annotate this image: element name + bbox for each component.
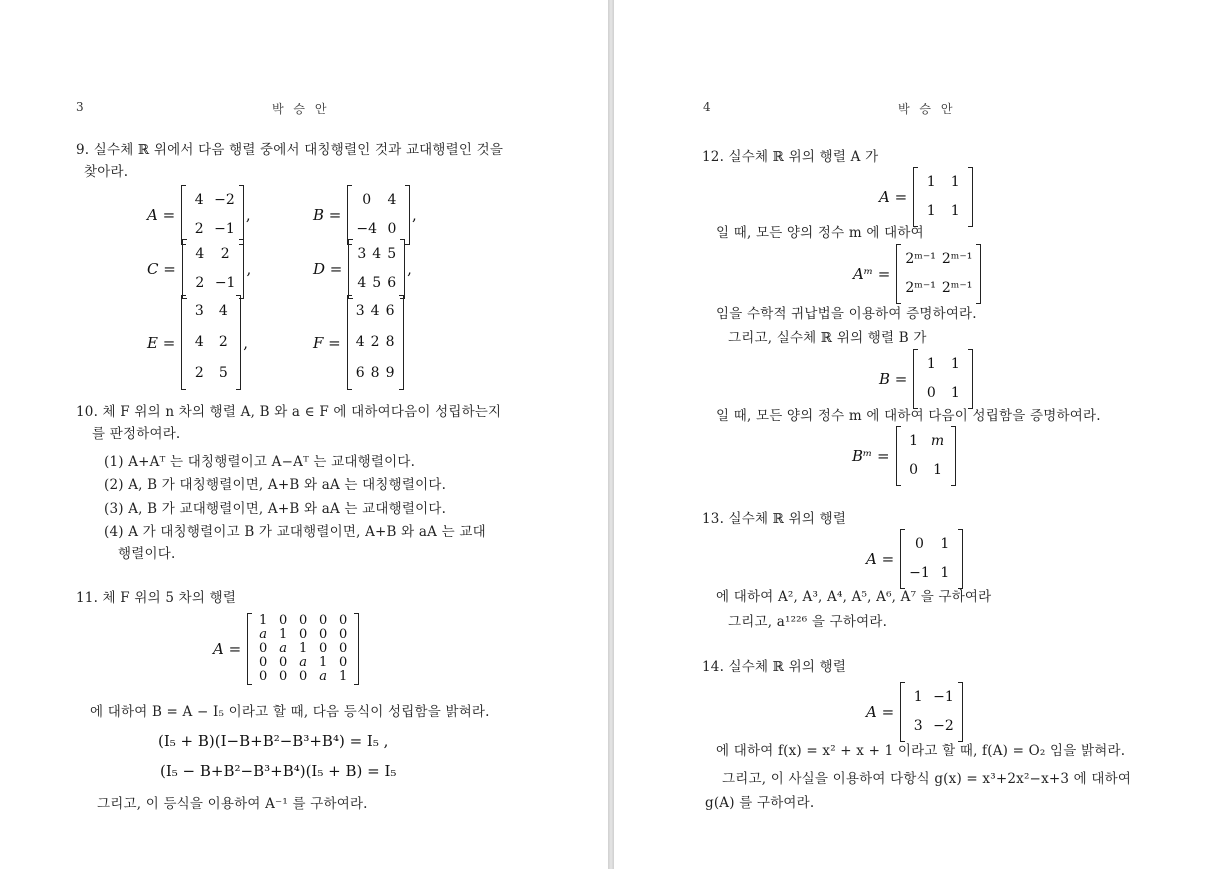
matrix-entry: 1 [259,613,268,628]
matrix-entry: 1 [319,655,328,670]
matrix-label: E = [147,333,176,352]
matrix-entry: 4 [370,303,380,319]
matrix-equation [879,168,973,226]
matrix-separator: , [246,260,252,278]
running-header-author: 박 승 안 [272,102,330,116]
matrix-entry: 4 [357,275,367,291]
matrix-equation [853,245,981,303]
matrix-label: B = [879,370,908,388]
matrix-equation [313,296,404,389]
matrix-entry: 4 [355,334,365,350]
matrix-entry: 2ᵐ⁻¹ [941,251,973,267]
problem-11-text: 11. 체 F 위의 5 차의 행렬 [76,590,237,606]
matrix-entry: 0 [926,385,936,401]
matrix-entry: 1 [299,641,308,656]
problem-10-text: 10. 체 F 위의 n 차의 행렬 A, B 와 a ∈ F 에 대하여다음이 성립하는지 [76,404,502,420]
problem-10-item-4-cont: 행렬이다. [118,546,176,562]
page-number: 3 [76,100,84,114]
matrix-label: A = [147,206,176,224]
matrix-separator: , [407,260,412,278]
matrix-equation [313,240,412,298]
problem-12-text-2: 일 때, 모든 양의 정수 m 에 대하여 [716,225,924,241]
matrix-brackets [247,614,359,684]
matrix-entry: 6 [387,275,397,291]
matrix-label: Bᵐ = [852,447,890,465]
matrix-entry: 0 [259,641,268,656]
matrix-separator: , [243,333,249,352]
matrix-entry: 0 [299,669,308,684]
matrix-brackets [896,245,981,303]
matrix-entry: 1 [339,669,348,684]
problem-14-text-2: 에 대하여 f(x) = x² + x + 1 이라고 할 때, f(A) = O₂ 임을 밝혀라. [716,743,1126,759]
matrix-entry: 0 [279,669,288,684]
problem-10-item-4: (4) A 가 대칭행렬이고 B 가 교대행렬이면, A+B 와 aA 는 교대 [104,524,486,540]
problem-13-text-3: 그리고, a¹²²⁶ 을 구하여라. [728,614,888,630]
problem-12-text-5: 일 때, 모든 양의 정수 m 에 대하여 다음이 성립함을 증명하여라. [716,408,1101,424]
problem-12-text: 12. 실수체 ℝ 위의 행렬 A 가 [702,149,879,165]
matrix-equation [866,683,963,741]
matrix-equation [147,186,251,244]
matrix-entry: 9 [385,365,395,381]
matrix-label: A = [866,703,895,721]
problem-9-text-cont: 찾아라. [84,164,129,180]
matrix-equation [866,530,963,588]
problem-10-item-1: (1) A+Aᵀ 는 대칭행렬이고 A−Aᵀ 는 교대행렬이다. [104,454,416,470]
matrix-entry: a [319,669,328,684]
problem-11-text-cont: 에 대하여 B = A − I₅ 이라고 할 때, 다음 등식이 성립함을 밝혀라. [90,704,490,720]
matrix-entry: 6 [385,303,395,319]
matrix-entry: −1 [214,221,235,237]
matrix-entry: 4 [195,246,205,262]
problem-13-text: 13. 실수체 ℝ 위의 행렬 [702,511,847,527]
matrix-brackets [913,350,973,408]
matrix-entry: a [259,627,268,642]
matrix-entry: −1 [909,565,930,581]
matrix-brackets [347,186,410,244]
matrix-label: A = [879,188,908,206]
matrix-entry: 0 [319,613,328,628]
matrix-entry: 8 [385,334,395,350]
matrix-entry: 0 [259,655,268,670]
running-header-author: 박 승 안 [898,102,956,116]
matrix-entry: 0 [362,192,372,208]
matrix-entry: −2 [214,192,235,208]
identity-equation-1: (I₅ + B)(I−B+B²−B³+B⁴) = I₅ , [158,732,389,750]
problem-12-text-3: 임을 수학적 귀납법을 이용하여 증명하여라. [716,306,977,322]
matrix-brackets [182,240,245,298]
matrix-brackets [348,240,405,298]
matrix-entry: 1 [950,385,960,401]
matrix-entry: 0 [339,627,348,642]
matrix-brackets [181,186,244,244]
right-page [614,0,1225,869]
problem-10-item-2: (2) A, B 가 대칭행렬이면, A+B 와 aA 는 대칭행렬이다. [104,477,447,493]
matrix-separator: , [245,206,251,224]
matrix-entry: 1 [926,203,936,219]
matrix-entry: 0 [339,641,348,656]
problem-14-text: 14. 실수체 ℝ 위의 행렬 [702,659,847,675]
matrix-label: A = [213,640,242,658]
matrix-entry: 2 [194,365,204,381]
matrix-entry: 0 [387,221,397,237]
matrix-entry: 3 [355,303,365,319]
matrix-entry: 5 [218,365,228,381]
matrix-equation [147,240,251,298]
problem-10-item-3: (3) A, B 가 교대행렬이면, A+B 와 aA 는 교대행렬이다. [104,501,447,517]
identity-equation-2: (I₅ − B+B²−B³+B⁴)(I₅ + B) = I₅ [160,762,397,780]
matrix-entry: 3 [194,303,204,319]
matrix-label: Aᵐ = [853,265,891,283]
problem-11-text-final: 그리고, 이 등식을 이용하여 A⁻¹ 를 구하여라. [97,796,368,812]
matrix-entry: 0 [299,613,308,628]
problem-14-text-3: 그리고, 이 사실을 이용하여 다항식 g(x) = x³+2x²−x+3 에 대하여 [722,771,1132,787]
matrix-entry: 2ᵐ⁻¹ [905,251,936,267]
matrix-entry: 1 [950,174,960,190]
matrix-equation [147,296,248,389]
matrix-label: D = [313,260,343,278]
matrix-entry: 4 [372,246,382,262]
matrix-entry: 3 [913,718,923,734]
matrix-entry: 0 [279,613,288,628]
matrix-entry: 0 [319,641,328,656]
matrix-entry: −1 [933,689,954,705]
matrix-entry: 2ᵐ⁻¹ [905,280,936,296]
matrix-entry: 0 [279,655,288,670]
matrix-entry: 2 [194,221,204,237]
matrix-brackets [181,296,241,389]
matrix-entry: 3 [357,246,367,262]
matrix-entry: 0 [339,613,348,628]
matrix-equation [213,614,359,684]
matrix-separator: , [412,206,417,224]
matrix-equation [879,350,973,408]
matrix-entry: 2 [220,246,230,262]
matrix-brackets [347,296,404,389]
matrix-entry: 0 [915,536,924,552]
matrix-entry: m [930,433,945,449]
problem-10-text-cont: 를 판정하여라. [92,426,181,442]
matrix-label: A = [866,550,895,568]
matrix-entry: 1 [950,203,960,219]
matrix-entry: 0 [339,655,348,670]
matrix-label: F = [313,333,341,352]
matrix-entry: 4 [194,334,204,350]
matrix-entry: 1 [279,627,288,642]
matrix-entry: 1 [940,536,950,552]
matrix-entry: 4 [194,192,204,208]
matrix-entry: 5 [387,246,397,262]
matrix-brackets [900,683,963,741]
matrix-entry: 4 [218,303,228,319]
matrix-brackets [913,168,973,226]
matrix-entry: 2 [218,334,228,350]
matrix-entry: 0 [909,462,919,478]
matrix-equation [313,186,417,244]
problem-12-text-4: 그리고, 실수체 ℝ 위의 행렬 B 가 [728,330,927,346]
page-number: 4 [703,100,711,114]
matrix-label: C = [147,260,176,278]
matrix-entry: 0 [319,627,328,642]
matrix-entry: 0 [259,669,268,684]
matrix-entry: 1 [926,356,936,372]
matrix-entry: a [299,655,308,670]
matrix-entry: 2 [195,275,205,291]
problem-14-text-4: g(A) 를 구하여라. [705,795,815,811]
matrix-brackets [896,427,956,485]
matrix-entry: a [279,641,288,656]
matrix-entry: 1 [940,565,950,581]
matrix-entry: 8 [370,365,380,381]
matrix-label: B = [313,206,342,224]
problem-9-text: 9. 실수체 ℝ 위에서 다음 행렬 중에서 대칭행렬인 것과 교대행렬인 것을 [76,142,504,158]
matrix-entry: 1 [933,462,943,478]
left-page [0,0,608,869]
problem-13-text-2: 에 대하여 A², A³, A⁴, A⁵, A⁶, A⁷ 을 구하여라 [716,589,992,605]
matrix-entry: −2 [933,718,954,734]
matrix-entry: 5 [372,275,382,291]
matrix-entry: −4 [356,221,377,237]
matrix-entry: 0 [299,627,308,642]
matrix-brackets [900,530,963,588]
matrix-entry: 1 [913,689,923,705]
matrix-entry: 1 [909,433,919,449]
matrix-entry: −1 [214,275,236,291]
matrix-entry: 1 [926,174,936,190]
matrix-entry: 1 [950,356,960,372]
matrix-entry: 2 [370,334,380,350]
matrix-entry: 6 [355,365,365,381]
matrix-entry: 2ᵐ⁻¹ [941,280,973,296]
matrix-equation [852,427,956,485]
matrix-entry: 4 [387,192,397,208]
